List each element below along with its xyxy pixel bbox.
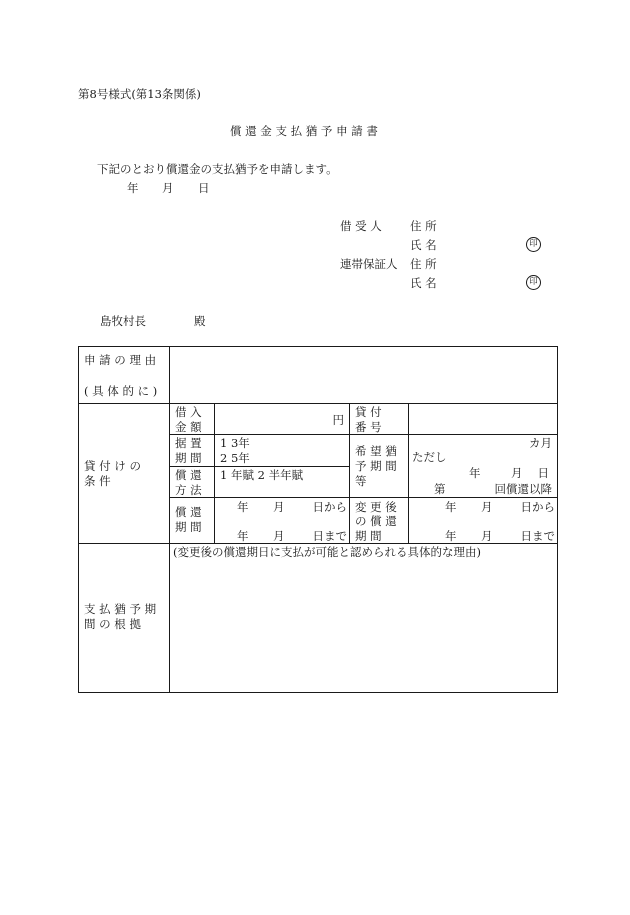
proviso-month: 月 bbox=[511, 466, 523, 480]
reason-label-cell bbox=[79, 347, 170, 404]
grounds-input[interactable] bbox=[170, 544, 558, 693]
addressee-honorific: 殿 bbox=[194, 314, 206, 328]
proviso-day: 日 bbox=[537, 466, 549, 480]
application-form-table bbox=[78, 346, 558, 693]
reason-label-1: 申 請 の 理 由 bbox=[84, 353, 157, 367]
repay-to-day: 日まで bbox=[312, 529, 347, 543]
changed-period-label-3: 期 間 bbox=[355, 529, 382, 543]
loan-amount-label-1: 借 入 bbox=[175, 405, 202, 419]
changed-period-label-2: の 償 還 bbox=[355, 514, 397, 528]
guarantor-address-label: 住 所 bbox=[410, 257, 437, 271]
repay-from-month: 月 bbox=[273, 500, 285, 514]
repay-period-input[interactable] bbox=[215, 498, 350, 544]
conditions-label-cell bbox=[79, 404, 170, 544]
borrower-address-label: 住 所 bbox=[410, 219, 437, 233]
changed-from-month: 月 bbox=[481, 500, 493, 514]
loan-amount-input[interactable] bbox=[215, 404, 350, 435]
installment-suffix: 回償還以降 bbox=[494, 482, 552, 496]
borrower-name-label: 氏 名 bbox=[410, 238, 437, 252]
conditions-label-2: 条 件 bbox=[84, 474, 111, 488]
requested-deferral-label-3: 等 bbox=[355, 474, 367, 488]
guarantor-name-label: 氏 名 bbox=[410, 276, 437, 290]
grounds-label-cell bbox=[79, 544, 170, 693]
changed-to-year: 年 bbox=[445, 529, 457, 543]
loan-number-label-2: 番 号 bbox=[355, 420, 382, 434]
date-year: 年 bbox=[127, 181, 139, 195]
repay-from-day: 日から bbox=[312, 500, 347, 514]
grounds-note: (変更後の償還期日に支払が可能と認められる具体的な理由) bbox=[173, 545, 481, 559]
date-day: 日 bbox=[198, 181, 210, 195]
deferral-label-2: 期 間 bbox=[175, 451, 202, 465]
changed-period-label-1: 変 更 後 bbox=[355, 500, 397, 514]
loan-number-label-cell bbox=[350, 404, 409, 435]
guarantor-seal-icon: 印 bbox=[526, 275, 541, 290]
changed-period-label-cell bbox=[350, 498, 409, 544]
installment-prefix: 第 bbox=[434, 482, 446, 496]
changed-from-year: 年 bbox=[445, 500, 457, 514]
changed-to-month: 月 bbox=[481, 529, 493, 543]
repay-to-month: 月 bbox=[273, 529, 285, 543]
repay-period-label-cell bbox=[170, 498, 215, 544]
deferral-label-1: 据 置 bbox=[175, 436, 202, 450]
repay-to-year: 年 bbox=[237, 529, 249, 543]
grounds-label-1: 支 払 猶 予 期 bbox=[84, 602, 157, 616]
borrower-seal-icon: 印 bbox=[526, 237, 541, 252]
reason-label-2: ( 具 体 的 に ) bbox=[84, 384, 158, 398]
conditions-label-1: 貸 付 け の bbox=[84, 459, 141, 473]
proviso-label: ただし bbox=[412, 450, 447, 464]
loan-amount-label-cell bbox=[170, 404, 215, 435]
deferral-options-cell[interactable] bbox=[215, 435, 350, 467]
loan-number-label-1: 貸 付 bbox=[355, 405, 382, 419]
changed-to-day: 日まで bbox=[520, 529, 555, 543]
addressee-name: 島牧村長 bbox=[100, 314, 146, 328]
intro-text: 下記のとおり償還金の支払猶予を申請します。 bbox=[97, 162, 338, 176]
date-month: 月 bbox=[162, 181, 174, 195]
deferral-option-3yr[interactable]: 1 3年 bbox=[220, 436, 250, 450]
method-label-cell bbox=[170, 466, 215, 498]
form-title: 償 還 金 支 払 猶 予 申 請 書 bbox=[230, 124, 378, 138]
requested-deferral-input[interactable] bbox=[409, 435, 558, 498]
months-unit: カ月 bbox=[529, 436, 552, 450]
requested-deferral-label-1: 希 望 猶 bbox=[355, 444, 397, 458]
changed-from-day: 日から bbox=[520, 500, 555, 514]
deferral-label-cell bbox=[170, 435, 215, 467]
loan-number-input[interactable] bbox=[409, 404, 558, 435]
changed-period-input[interactable] bbox=[409, 498, 558, 544]
repay-period-label-1: 償 還 bbox=[175, 505, 202, 519]
method-label-1: 償 還 bbox=[175, 467, 202, 482]
method-options-cell[interactable] bbox=[215, 466, 350, 498]
guarantor-label: 連帯保証人 bbox=[340, 257, 398, 271]
requested-deferral-label-cell bbox=[350, 435, 409, 498]
grounds-label-2: 間 の 根 拠 bbox=[84, 617, 141, 631]
repay-from-year: 年 bbox=[237, 500, 249, 514]
reason-input[interactable] bbox=[170, 347, 558, 404]
requested-deferral-label-2: 予 期 間 bbox=[355, 459, 397, 473]
method-options[interactable]: 1 年賦 2 半年賦 bbox=[220, 467, 304, 482]
loan-amount-label-2: 金 額 bbox=[175, 420, 202, 434]
method-label-2: 方 法 bbox=[175, 482, 202, 497]
borrower-label: 借 受 人 bbox=[340, 219, 382, 233]
repay-period-label-2: 期 間 bbox=[175, 520, 202, 534]
proviso-year: 年 bbox=[469, 466, 481, 480]
yen-unit: 円 bbox=[332, 413, 344, 427]
deferral-option-5yr[interactable]: 2 5年 bbox=[220, 451, 250, 465]
form-number: 第8号様式(第13条関係) bbox=[78, 87, 201, 101]
